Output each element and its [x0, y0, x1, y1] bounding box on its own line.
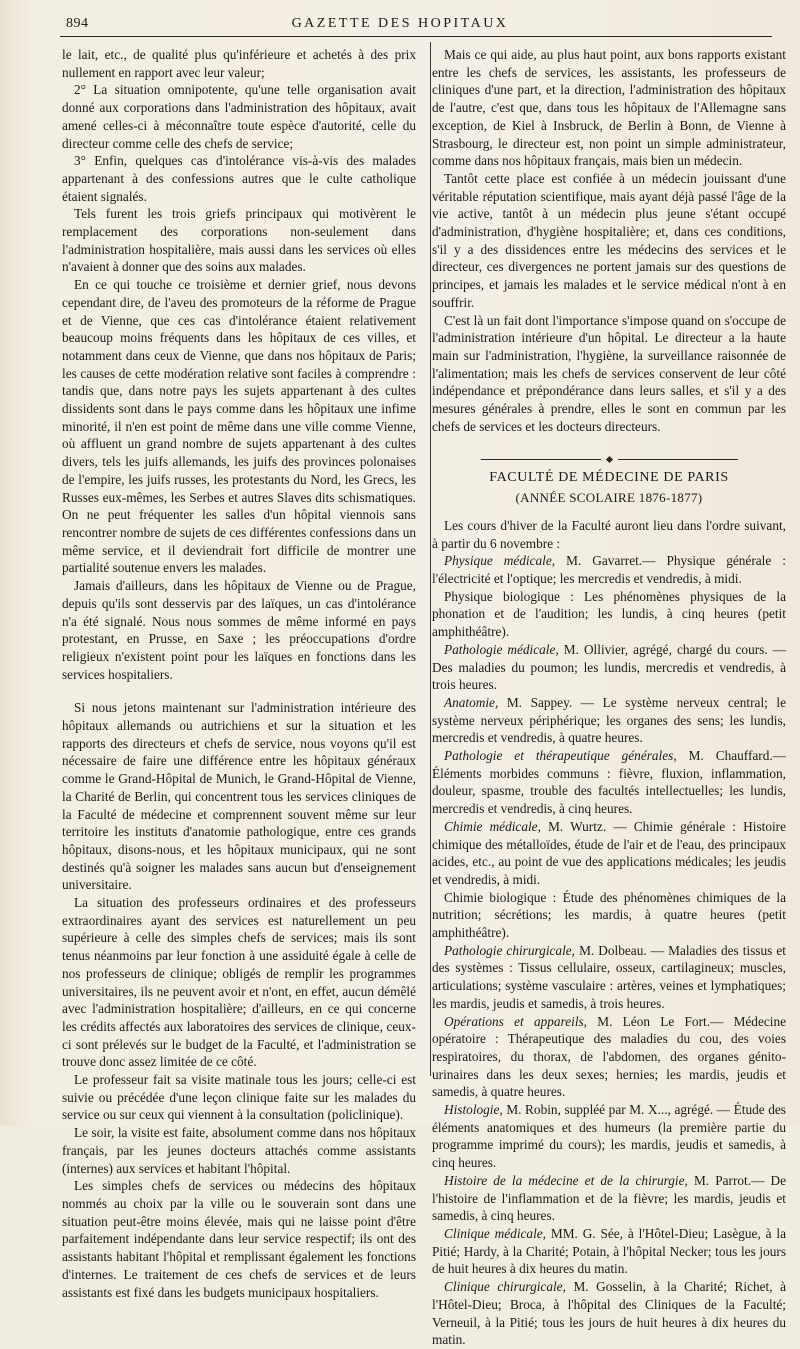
paragraph: En ce qui touche ce troisième et dernier grief, nous devons cependant dire, de l'aveu des promoteurs de la réforme de Prague et de Vienne, que ces cas d'intolérance étaient relativement beaucoup moins fréquents dans les hôpitaux de ces villes, et notamment dans ceux de Vienne, que dans nos hôpitaux de Paris; les causes de cette modération relative sont faciles à comprendre : tandis que, dans notre pays les sujets appartenant à des cultes dissidents sont dans le pays comme dans les hôpitaux une infime minorité, il n'en est point de même dans une ville comme Vienne, où affluent un grand nombre de sujets appartenant à des cultes divers, tels les juifs allemands, les juifs des provinces polonaises de l'empire, les juifs russes, les protestants du Nord, les Grecs, les Russes eux-mêmes, les Serbes et autres Slaves dits schismatiques. On ne peut fréquenter les salles d'un hôpital viennois sans rencontrer nombre de sujets de ces différentes confessions dans un même service, et il deviendrait fort difficile de montrer une partialité soutenue envers les malades.	[62, 277, 416, 576]
course-description: M. Parrot.— De l'histoire de l'inflammation et de la fièvre; les mardis, jeudis et samedis, à cinq heures.	[432, 1172, 786, 1224]
paragraph: Si nous jetons maintenant sur l'administration intérieure des hôpitaux allemands ou autrichiens et sur la situation et les rapports des directeurs et chefs de service, nous voyons qu'il est nécessaire de faire une différence entre les hôpitaux généraux comme le Grand-Hôpital de Munich, le Grand-Hôpital de Vienne, la Charité de Berlin, qui concentrent tous les services cliniques de la Faculté de médecine et comprennent souvent même sur leur territoire les instituts d'anatomie pathologique, entre ces grands hôpitaux, disons-nous, et les hôpitaux municipaux, qui ne sont destinés qu'à soigner les malades sans aucun but d'enseignement universitaire.	[62, 700, 416, 893]
paragraph: Le professeur fait sa visite matinale tous les jours; celle-ci est suivie ou précédée d'une leçon clinique faite sur les malades du service ou sur ceux qui viennent à la consultation (policlinique).	[62, 1072, 416, 1123]
course-description: M. Robin, suppléé par M. X..., agrégé. — Étude des éléments anatomiques et des humeurs (la première partie du programme imprimé du cours); les mardis, jeudis et samedis, à cinq heures.	[432, 1102, 786, 1171]
paragraph: Les simples chefs de services ou médecins des hôpitaux nommés au choix par la ville ou le souverain sont dans une situation peut-être moins élevée, mais qui ne laisse point d'être parfaitement indépendante dans leur service respectif; ils ont des assistants habitant l'hôpital et remplissant également les fonctions d'internes. Le traitement de ces chefs de services et de leurs assistants est fixé dans les budgets municipaux hospitaliers.	[62, 1178, 416, 1300]
course-entry	[432, 747, 786, 818]
course-description: M. Ollivier, agrégé, chargé du cours. — Des maladies du poumon; les lundis, mercredis et vendredis, à trois heures.	[432, 641, 786, 693]
course-description: M. Gavarret.— Physique générale : l'électricité et l'optique; les mercredis et vendredis, à midi.	[432, 553, 786, 586]
column-divider	[430, 42, 431, 1076]
paragraph: le lait, etc., de qualité plus qu'inférieure et achetés à des prix nullement en rapport avec leur valeur;	[62, 47, 416, 80]
course-name: Pathologie chirurgicale,	[444, 942, 575, 958]
faculty-intro: Les cours d'hiver de la Faculté auront lieu dans l'ordre suivant, à partir du 6 novembre :	[432, 517, 786, 551]
paragraph: 3° Enfin, quelques cas d'intolérance vis-à-vis des malades appartenant à des confessions autres que le culte catholique étaient signalés.	[62, 153, 416, 204]
course-entry	[432, 818, 786, 889]
course-description: M. Dolbeau. — Maladies des tissus et des systèmes : Tissus cellulaire, osseux, cartilagineux; muscles, articulations; système vasculaire : artères, veines et lymphatiques; les mardis, jeudis et samedis, à trois heures.	[432, 942, 786, 1011]
faculty-title: FACULTÉ DE MÉDECINE DE PARIS	[489, 470, 729, 486]
paragraph: Jamais d'ailleurs, dans les hôpitaux de Vienne ou de Prague, depuis qu'ils sont desservis par des laïques, un cas d'intolérance n'a été signalé. Nous nous sommes de même informé en pays protestant, en Prusse, en Saxe ; les préoccupations d'ordre religieux n'existent point pour les laïques en fonctions dans les services hospitaliers.	[62, 578, 416, 682]
paragraph: Le soir, la visite est faite, absolument comme dans nos hôpitaux français, par les jeunes docteurs attachés comme assistants (internes) aux services et habitant l'hôpital.	[62, 1125, 416, 1176]
course-entry	[432, 1172, 786, 1225]
faculty-subtitle: (ANNÉE SCOLAIRE 1876-1877)	[515, 490, 703, 506]
paragraph: C'est là un fait dont l'importance s'impose quand on s'occupe de l'administration intérieure d'un hôpital. Le directeur a la haute main sur l'administration, l'hygiène, la surveillance raisonnée de l'alimentation; mais les chefs de services conservent de leur côté indépendance et prépondérance dans leurs salles, et s'il y a des mesures générales à prendre, elles le sont en commun par les chefs de services et les docteurs directeurs.	[432, 312, 786, 434]
course-entry	[432, 588, 786, 641]
course-description: M. Léon Le Fort.— Médecine opératoire : Thérapeutique des maladies du cou, des voies respiratoires, du thorax, de l'abdomen, des organes génito-urinaires dans les deux sexes; hernies; les mardis, jeudis et samedis, à quatre heures.	[432, 1013, 786, 1100]
course-entry	[432, 694, 786, 747]
course-description: M. Wurtz. — Chimie générale : Histoire chimique des métalloïdes, étude de l'air et de l'eau, des principaux acides, etc., au point de vue des applications médicales; les jeudis et vendredis, à midi.	[432, 818, 786, 887]
course-description: M. Chauffard.— Éléments morbides communs : fièvre, fluxion, inflammation, douleur, spasme, trouble des facultés intellectuelles; les lundis, mercredis et vendredis, à cinq heures.	[432, 748, 786, 817]
paragraph: Mais ce qui aide, au plus haut point, aux bons rapports existant entre les chefs de services, les assistants, les professeurs de cliniques d'une part, et la direction, l'administration des hôpitaux de l'autre, c'est que, dans tous les hôpitaux de l'Allemagne sans exception, de Kiel à Insbruck, de Berlin à Bonn, de Vienne à Strasbourg, le directeur est, non point un simple administrateur, comme dans nos hôpitaux français, mais bien un médecin.	[432, 47, 786, 169]
course-entry	[432, 942, 786, 1013]
course-name: Pathologie médicale,	[444, 641, 559, 657]
course-name: Physique médicale,	[444, 553, 556, 569]
course-name: Histoire de la médecine et de la chirurgie,	[444, 1172, 688, 1188]
course-name: Opérations et appareils,	[444, 1013, 588, 1029]
course-entry	[432, 552, 786, 587]
paragraph: Tels furent les trois griefs principaux qui motivèrent le remplacement des corporations non-seulement dans l'administration hospitalière, mais aussi dans les services où elles n'avaient à donner que des soins aux malades.	[62, 206, 416, 275]
course-entry	[432, 889, 786, 942]
course-description: MM. G. Sée, à l'Hôtel-Dieu; Lasègue, à la Pitié; Hardy, à la Charité; Potain, à l'hôpital Necker; tous les jours de huit heures à dix heures du matin.	[432, 1226, 786, 1277]
course-entry	[432, 641, 786, 694]
right-column	[432, 46, 786, 1349]
page-number: 894	[66, 16, 89, 31]
course-name: Histologie,	[444, 1102, 503, 1118]
left-column	[62, 46, 416, 1301]
course-list	[432, 552, 786, 1349]
course-entry	[432, 1101, 786, 1172]
course-description: Physique biologique : Les phénomènes physiques de la phonation et de l'audition; les lundis, à cinq heures (petit amphithéâtre).	[432, 588, 786, 640]
course-name: Clinique chirurgicale,	[444, 1279, 566, 1295]
header-rule	[60, 36, 772, 37]
course-name: Anatomie,	[444, 694, 499, 710]
paragraph: La situation des professeurs ordinaires et des professeurs extraordinaires ayant des services est naturellement un peu supérieure à celle des simples chefs de services; mais ils sont tenus néanmoins par leur fonction à une assiduité égale à celle de nos professeurs de clinique; obligés de remplir les programmes universitaires, ils ne peuvent avoir et n'ont, en effet, aucun démêlé avec l'administration hospitalière; d'ailleurs, en ce qui concerne les crédits affectés aux laboratoires des services de clinique, ceux-ci sont prélevés sur le budget de la Faculté, et l'administration se trouve donc assez limitée de ce côté.	[62, 895, 416, 1070]
paragraph: 2° La situation omnipotente, qu'une telle organisation avait donné aux corporations dans l'administration des hôpitaux, avait amené celles-ci à méconnaître toute espèce d'autorité, celle du directeur comme celle des chefs de service;	[62, 82, 416, 151]
journal-title: GAZETTE DES HOPITAUX	[291, 16, 509, 31]
section-ornament	[432, 449, 786, 459]
course-name: Clinique médicale,	[444, 1226, 546, 1241]
course-entry	[432, 1225, 786, 1278]
page-header	[0, 14, 800, 36]
course-description: M. Sappey. — Le système nerveux central; le système nerveux périphérique; les organes des sens; les lundis, mercredis et vendredis, à quatre heures.	[432, 694, 786, 746]
section-break	[62, 683, 416, 699]
course-entry	[432, 1013, 786, 1102]
course-description: M. Gosselin, à la Charité; Richet, à l'Hôtel-Dieu; Broca, à l'hôpital des Cliniques de la Faculté; Verneuil, à la Pitié; tous les jours de huit heures à dix heures du matin.	[432, 1279, 786, 1348]
course-name: Chimie médicale,	[444, 818, 541, 834]
paragraph: Tantôt cette place est confiée à un médecin jouissant d'une véritable réputation scientifique, mais ayant déjà passé l'âge de la vie active, tantôt à un médecin plus jeune s'étant occupé d'administration, d'hygiène hospitalière; et, dans ces conditions, s'il y a des dissidences entre les médecins des services et le directeur, ces divergences ne portent jamais sur des questions de principes, et jamais les malades et le service médical n'ont à en souffrir.	[432, 170, 786, 310]
course-description: Chimie biologique : Étude des phénomènes chimiques de la nutrition; sécrétions; les mardis, à quatre heures (petit amphithéâtre).	[432, 889, 786, 941]
course-name: Pathologie et thérapeutique générales,	[444, 748, 677, 764]
course-entry	[432, 1278, 786, 1349]
